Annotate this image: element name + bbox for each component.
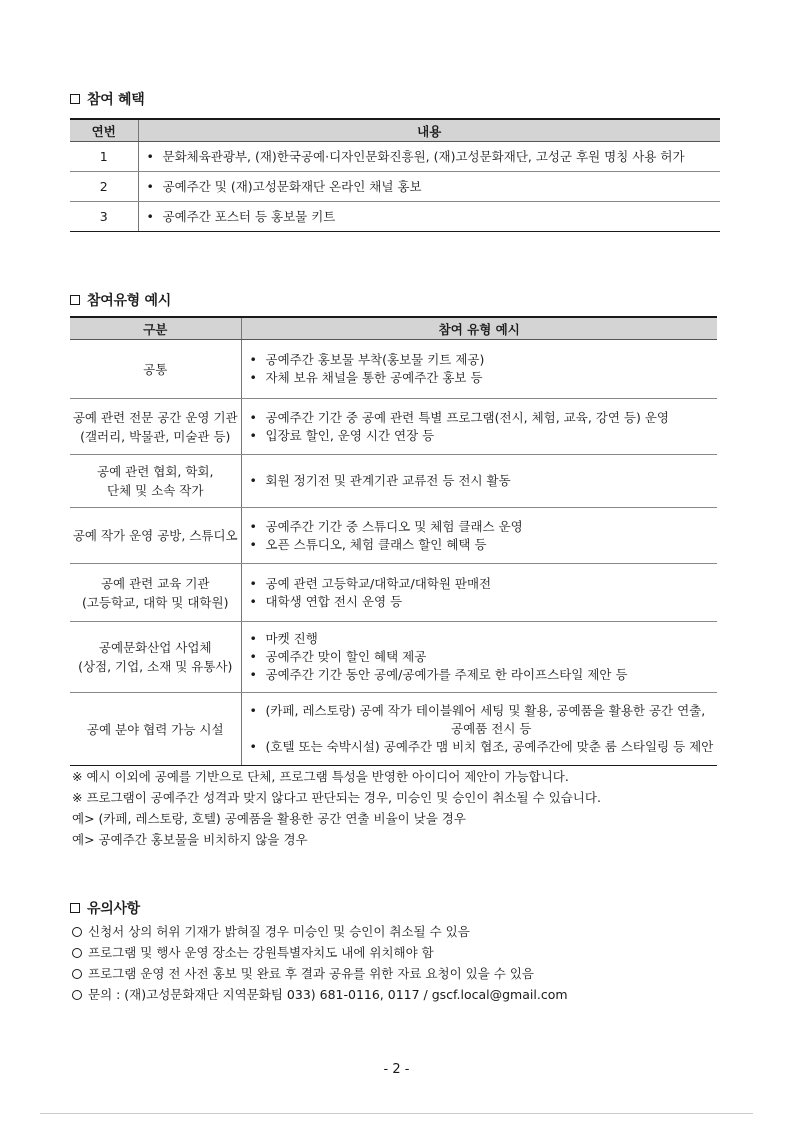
table-header-row xyxy=(70,317,717,340)
checkbox-square-icon xyxy=(70,903,80,913)
checkbox-square-icon xyxy=(70,94,80,104)
list-item: • 공예 관련 고등학교/대학교/대학원 판매전 xyxy=(250,575,718,593)
examples-cell xyxy=(241,340,717,399)
benefits-title-text: 참여 혜택 xyxy=(87,92,145,108)
caution-title-text: 유의사항 xyxy=(87,901,140,917)
table-row xyxy=(70,564,717,622)
category-cell xyxy=(70,508,241,564)
list-item: • 공예주간 및 (재)고성문화재단 온라인 채널 홍보 xyxy=(147,178,721,196)
caution-section-title xyxy=(70,898,140,918)
table-row xyxy=(70,340,717,399)
caution-item-text: 문의 : (재)고성문화재단 지역문화팀 033) 681-0116, 0117 / gscf.local@gmail.com xyxy=(88,987,568,1002)
list-item-text: (카페, 레스토랑) 공예 작가 테이블웨어 세팅 및 활용, 공예품을 활용한 공간 연출, xyxy=(265,703,706,718)
checkbox-square-icon xyxy=(70,295,80,305)
list-item-continuation: 공예품 전시 등 xyxy=(451,721,532,736)
list-item: • 오픈 스튜디오, 체험 클래스 할인 혜택 등 xyxy=(250,536,718,554)
caution-item xyxy=(72,921,568,942)
row-number: 2 xyxy=(70,172,138,202)
note-line: ※ 예시 이외에 공예를 기반으로 단체, 프로그램 특성을 반영한 아이디어 제안이 가능합니다. xyxy=(72,769,569,784)
category-label: 공예문화산업 사업체 xyxy=(98,640,212,655)
footer-divider xyxy=(40,1113,753,1114)
caution-item-text: 신청서 상의 허위 기재가 밝혀질 경우 미승인 및 승인이 취소될 수 있음 xyxy=(88,924,470,939)
note-example: 예> (카페, 레스토랑, 호텔) 공예품을 활용한 공간 연출 비율이 낮을 경우 xyxy=(72,811,466,826)
row-number: 3 xyxy=(70,202,138,232)
examples-cell xyxy=(241,508,717,564)
list-item: • 공예주간 포스터 등 홍보물 키트 xyxy=(147,208,721,226)
circle-bullet-icon xyxy=(72,969,82,979)
row-content xyxy=(138,202,720,232)
category-label: 공예 관련 교육 기관 xyxy=(100,575,210,591)
notes-block xyxy=(72,766,601,850)
examples-cell xyxy=(241,622,717,693)
examples-cell xyxy=(241,693,717,766)
column-header-content: 내용 xyxy=(138,119,720,142)
caution-item xyxy=(72,984,568,1005)
category-label: 공예 분야 협력 가능 시설 xyxy=(86,721,224,737)
examples-cell xyxy=(241,455,717,508)
list-item: • 공예주간 홍보물 부착(홍보물 키트 제공) xyxy=(250,351,718,369)
caution-item-text: 프로그램 및 행사 운영 장소는 강원특별자치도 내에 위치해야 함 xyxy=(88,945,434,960)
category-label: 공예 관련 전문 공간 운영 기관 xyxy=(72,409,238,425)
list-item: • 자체 보유 채널을 통한 공예주간 홍보 등 xyxy=(250,369,718,387)
category-sublabel: (고등학교, 대학 및 대학원) xyxy=(82,594,229,610)
circle-bullet-icon xyxy=(72,927,82,937)
caution-item xyxy=(72,942,568,963)
list-item: • 입장료 할인, 운영 시간 연장 등 xyxy=(250,427,718,445)
table-row xyxy=(70,202,720,232)
list-item: • 공예주간 기간 중 공예 관련 특별 프로그램(전시, 체험, 교육, 강연 등) 운영 xyxy=(250,409,718,427)
caution-item-text: 프로그램 운영 전 사전 홍보 및 완료 후 결과 공유를 위한 자료 요청이 있을 수 있음 xyxy=(88,966,535,981)
list-item: • 문화체육관광부, (재)한국공예·디자인문화진흥원, (재)고성문화재단, 고성군 후원 명칭 사용 허가 xyxy=(147,148,721,166)
category-label: 공예 작가 운영 공방, 스튜디오 xyxy=(72,528,238,543)
table-row xyxy=(70,622,717,693)
list-item: • (호텔 또는 숙박시설) 공예주간 맴 비치 협조, 공예주간에 맞춘 룸 스타일링 등 제안 xyxy=(250,738,718,756)
list-item: • 공예주간 맞이 할인 혜택 제공 xyxy=(250,648,718,666)
category-label: 공통 xyxy=(143,361,168,377)
table-header-row xyxy=(70,119,720,142)
caution-list xyxy=(72,921,568,1005)
caution-item xyxy=(72,963,568,984)
row-content xyxy=(138,172,720,202)
row-number: 1 xyxy=(70,142,138,172)
table-row xyxy=(70,172,720,202)
category-cell xyxy=(70,340,241,399)
examples-cell xyxy=(241,564,717,622)
list-item: • 공예주간 기간 중 스튜디오 및 체험 클래스 운영 xyxy=(250,518,718,536)
types-title-text: 참여유형 예시 xyxy=(87,293,171,309)
list-item: • 마켓 진행 xyxy=(250,630,718,648)
note-line: ※ 프로그램이 공예주간 성격과 맞지 않다고 판단되는 경우, 미승인 및 승인이 취소될 수 있습니다. xyxy=(72,790,601,805)
list-item xyxy=(250,702,718,738)
category-cell xyxy=(70,399,241,455)
table-row xyxy=(70,142,720,172)
page-number: - 2 - xyxy=(383,1062,410,1077)
examples-cell xyxy=(241,399,717,455)
benefits-table xyxy=(70,118,720,232)
row-content xyxy=(138,142,720,172)
category-cell xyxy=(70,564,241,622)
column-header-examples: 참여 유형 예시 xyxy=(241,317,717,340)
benefits-section-title xyxy=(70,89,144,109)
note-example: 예> 공예주간 홍보물을 비치하지 않을 경우 xyxy=(72,832,308,847)
list-item: • 회원 정기전 및 관계기관 교류전 등 전시 활동 xyxy=(250,472,718,490)
column-header-category: 구분 xyxy=(70,317,241,340)
category-sublabel: (갤러리, 박물관, 미술관 등) xyxy=(80,428,231,444)
table-row xyxy=(70,455,717,508)
category-cell xyxy=(70,693,241,766)
category-label: 공예 관련 협회, 학회, xyxy=(97,464,214,479)
table-row xyxy=(70,508,717,564)
types-section-title xyxy=(70,290,171,310)
list-item: • 공예주간 기간 동안 공예/공예가를 주제로 한 라이프스타일 제안 등 xyxy=(250,666,718,684)
category-cell xyxy=(70,455,241,508)
category-sublabel: (상점, 기업, 소재 및 유통사) xyxy=(78,659,233,674)
category-sublabel: 단체 및 소속 작가 xyxy=(107,483,204,498)
circle-bullet-icon xyxy=(72,990,82,1000)
column-header-no: 연번 xyxy=(70,119,138,142)
table-row xyxy=(70,399,717,455)
table-row xyxy=(70,693,717,766)
category-cell xyxy=(70,622,241,693)
circle-bullet-icon xyxy=(72,948,82,958)
types-table xyxy=(70,316,717,766)
list-item: • 대학생 연합 전시 운영 등 xyxy=(250,593,718,611)
